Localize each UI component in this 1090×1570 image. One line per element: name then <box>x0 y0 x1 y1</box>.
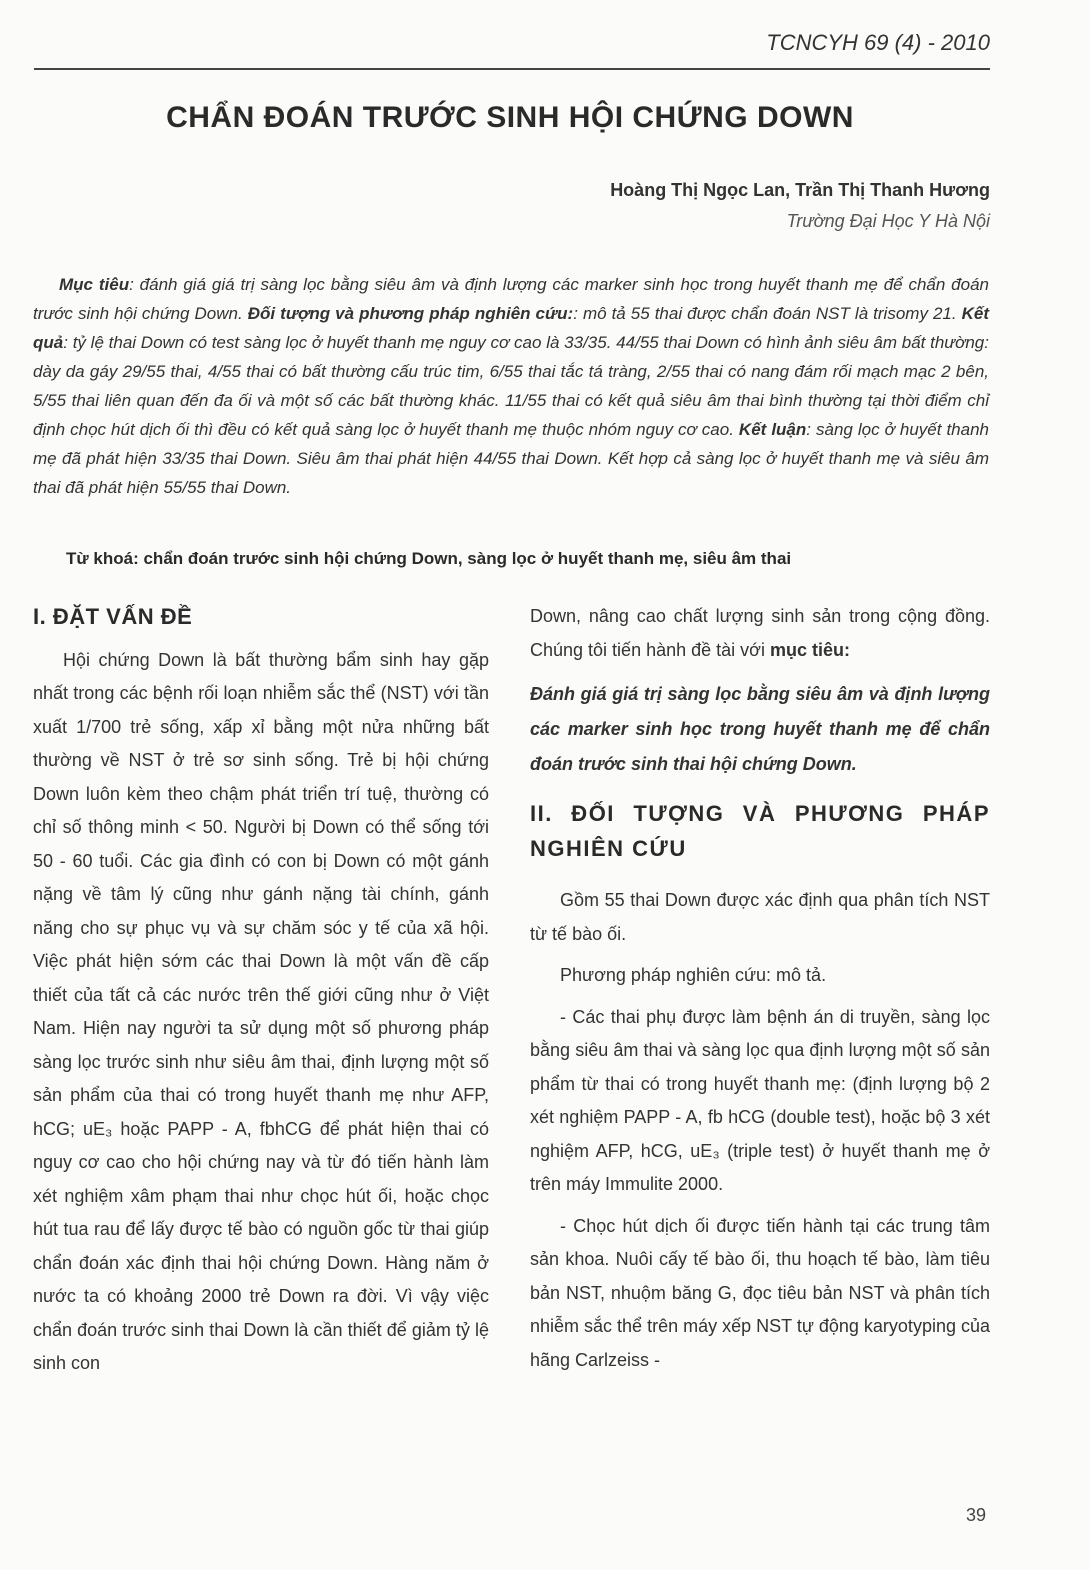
methods-paragraph-4: - Chọc hút dịch ối được tiến hành tại các trung tâm sản khoa. Nuôi cấy tế bào ối, thu hoạch tế bào, làm tiêu bản NST, nhuộm băng G, đọc tiêu bản NST và phân tích nhiễm sắc thể trên máy xếp NST tự động karyotyping của hãng Carlzeiss - <box>530 1215 990 1370</box>
abstract-conclusion-label: Kết luận <box>738 420 807 439</box>
objective-label: mục tiêu: <box>769 639 850 660</box>
journal-header: TCNCYH 69 (4) - 2010 <box>766 30 990 55</box>
abstract-conclusion-text: : sàng lọc ở huyết thanh mẹ đã phát hiện 33/35 thai Down. Siêu âm thai phát hiện 44/55 thai Down. Kết hợp cả sàng lọc ở huyết thanh mẹ và siêu âm thai đã phát hiện 55/55 thai Down. <box>33 420 990 497</box>
header-rule <box>34 68 990 70</box>
abstract-results-label: Kết quả <box>33 304 990 352</box>
abstract-subjects-text: : mô tả 55 thai được chẩn đoán NST là trisomy 21. <box>573 304 962 323</box>
objective-statement: Đánh giá giá trị sàng lọc bằng siêu âm và định lượng các marker sinh học trong huyết thanh mẹ để chẩn đoán trước sinh thai hội chứng Down. <box>530 684 990 774</box>
keywords: Từ khoá: chẩn đoán trước sinh hội chứng Down, sàng lọc ở huyết thanh mẹ, siêu âm thai <box>66 549 792 568</box>
authors-block <box>610 180 990 232</box>
section-heading-introduction: I. ĐẶT VẤN ĐỀ <box>33 604 193 629</box>
page-number: 39 <box>965 1505 986 1525</box>
abstract-subjects-label: Đối tượng và phương pháp nghiên cứu: <box>247 304 574 323</box>
methods-paragraph-2: Phương pháp nghiên cứu: mô tả. <box>560 965 827 985</box>
abstract <box>33 270 989 502</box>
methods-paragraph-1: Gồm 55 thai Down được xác định qua phân tích NST từ tế bào ối. <box>530 890 990 944</box>
author-affiliation: Trường Đại Học Y Hà Nội <box>786 211 990 231</box>
left-column <box>33 600 489 1381</box>
author-names: Hoàng Thị Ngọc Lan, Trần Thị Thanh Hương <box>610 180 990 200</box>
section-heading-methods: II. ĐỐI TƯỢNG VÀ PHƯƠNG PHÁP NGHIÊN CỨU <box>530 801 990 861</box>
abstract-objective-label: Mục tiêu <box>59 275 130 294</box>
abstract-objective-text: : đánh giá giá trị sàng lọc bằng siêu âm và định lượng các marker sinh học trong huyết thanh mẹ để chẩn đoán trước sinh hội chứng Down. <box>33 275 990 323</box>
right-column <box>530 600 990 1385</box>
continuation-text: Down, nâng cao chất lượng sinh sản trong cộng đồng. Chúng tôi tiến hành đề tài với <box>530 606 990 660</box>
abstract-results-text: : tỷ lệ thai Down có test sàng lọc ở huyết thanh mẹ nguy cơ cao là 33/35. 44/55 thai Down có hình ảnh siêu âm bất thường: dày da gáy 29/55 thai, 4/55 thai có bất thường cấu trúc tim, 6/55 thai tắc tá tràng, 2/55 thai có nang đám rối mạch mạc 2 bên, 5/55 thai liên quan đến đa ối và một số các bất thường khác. 11/55 thai có kết quả siêu âm thai bình thường tại thời điểm chỉ định chọc hút dịch ối thì đều có kết quả sàng lọc ở huyết thanh mẹ thuộc nhóm nguy cơ cao. <box>33 333 989 439</box>
methods-paragraph-3: - Các thai phụ được làm bệnh án di truyền, sàng lọc bằng siêu âm thai và sàng lọc qua định lượng một số sản phẩm từ thai có trong huyết thanh mẹ: (định lượng bộ 2 xét nghiệm PAPP - A, fb hCG (double test), hoặc bộ 3 xét nghiệm AFP, hCG, uE₃ (triple test) ở huyết thanh mẹ ở trên máy Immulite 2000. <box>530 1006 990 1194</box>
introduction-continuation <box>530 600 990 667</box>
introduction-paragraph: Hội chứng Down là bất thường bẩm sinh hay gặp nhất trong các bệnh rối loạn nhiễm sắc thể (NST) với tần xuất 1/700 trẻ sống, xấp xỉ bằng một nửa những bất thường về NST ở trẻ sơ sinh sống. Trẻ bị hội chứng Down luôn kèm theo chậm phát triển trí tuệ, thường có chỉ số thông minh < 50. Người bị Down có thể sống tới 50 - 60 tuổi. Các gia đình có con bị Down có một gánh nặng về tâm lý cũng như gánh nặng tài chính, gánh năng cho sự phục vụ và sự chăm sóc y tế của xã hội. Việc phát hiện sớm các thai Down là một vấn đề cấp thiết của tất cả các nước trên thế giới cũng như ở Việt Nam. Hiện nay người ta sử dụng một số phương pháp sàng lọc trước sinh như siêu âm thai, định lượng một số sản phẩm của thai có trong huyết thanh mẹ như AFP, hCG; uE₃ hoặc PAPP - A, fbhCG để phát hiện thai có nguy cơ cao cho hội chứng nay và từ đó tiến hành làm xét nghiệm xâm phạm thai như chọc hút ối, hoặc chọc hút tua rau để lấy được tế bào có nguồn gốc từ thai giúp chẩn đoán xác định thai hội chứng Down. Hàng năm ở nước ta có khoảng 2000 trẻ Down ra đời. Vì vậy việc chẩn đoán trước sinh thai Down là cần thiết để giảm tỷ lệ sinh con <box>33 649 489 1373</box>
article-title: CHẨN ĐOÁN TRƯỚC SINH HỘI CHỨNG DOWN <box>166 101 854 134</box>
